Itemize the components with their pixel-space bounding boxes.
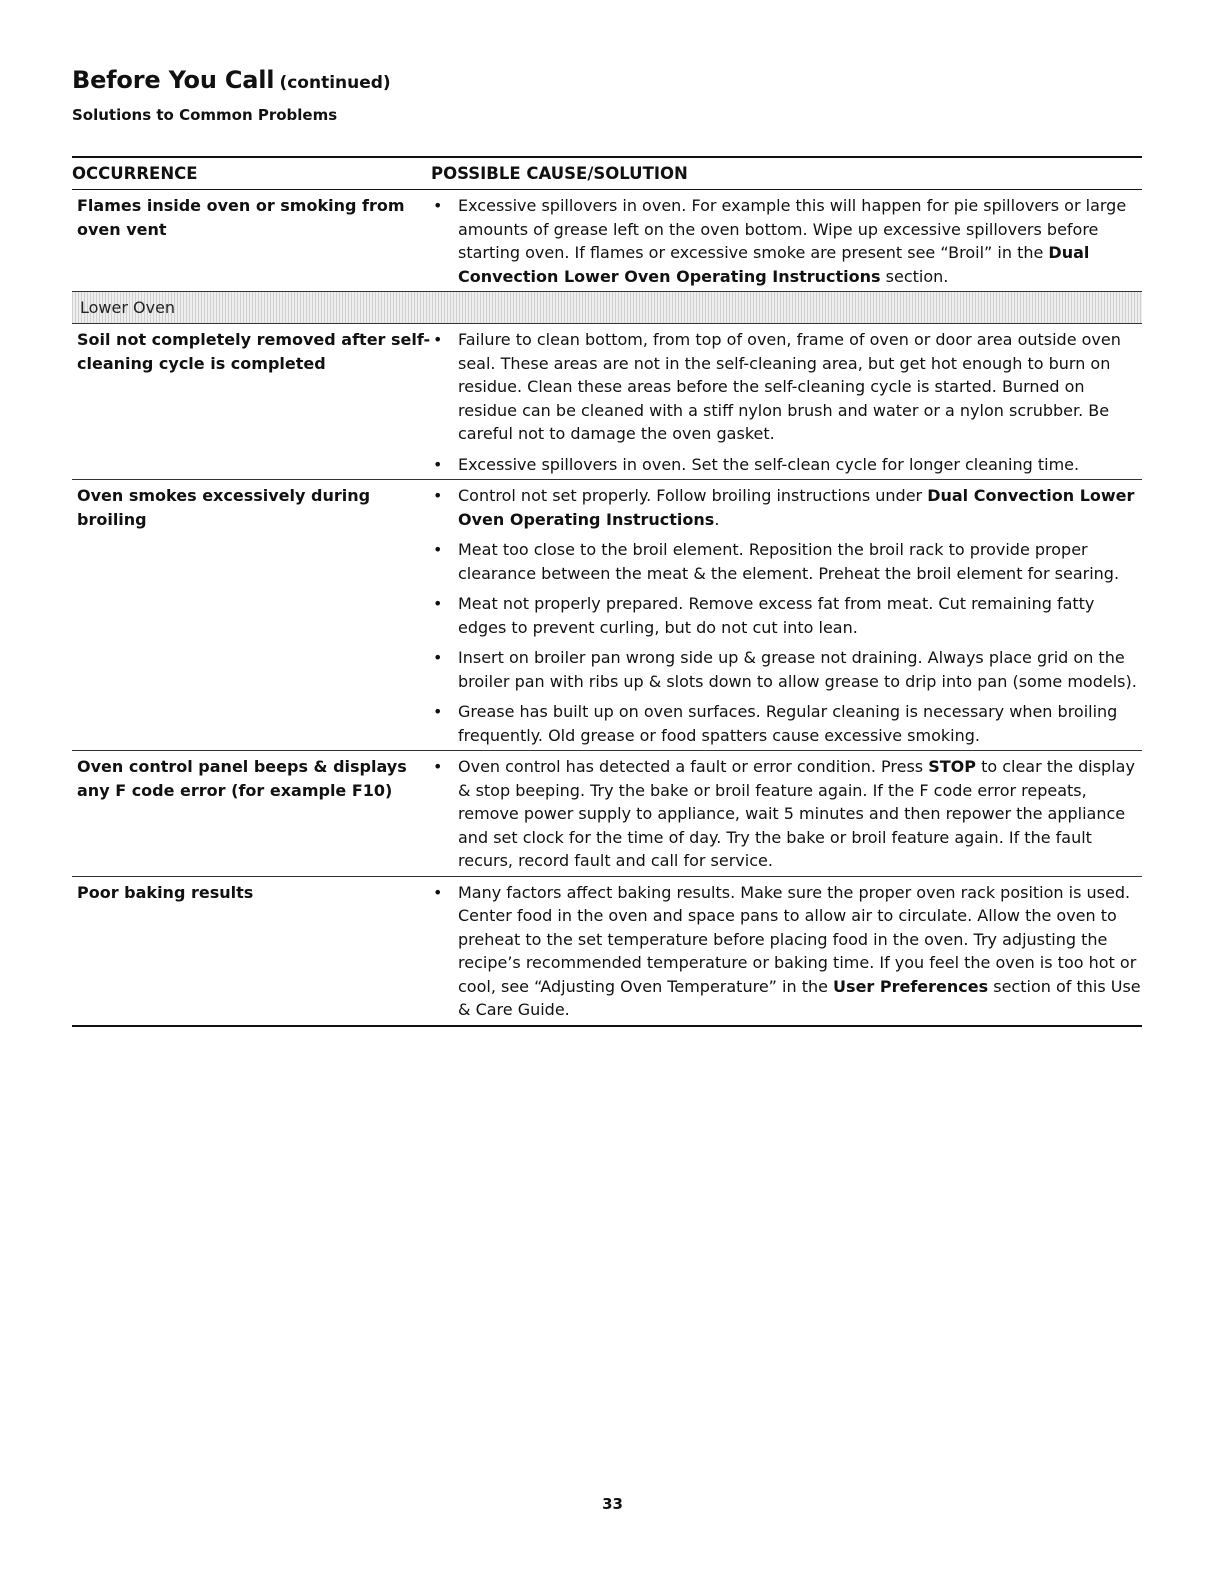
page-number: 33 — [602, 1495, 623, 1513]
solution-cell — [431, 190, 1142, 291]
bullet-icon: • — [433, 882, 443, 902]
section-label: Lower Oven — [80, 298, 176, 317]
section-header-lower-oven — [72, 292, 1142, 324]
solution-item: • Grease has built up on oven surfaces. Regular cleaning is necessary when broiling frequently. Old grease or food spatters cause excessive smoking. — [431, 700, 1142, 747]
solution-item: • Many factors affect baking results. Make sure the proper oven rack position is used. Center food in the oven and space pans to allow air to circulate. Allow the oven to preheat to the set temperature before placing food in the oven. Try adjusting the recipe’s recommended temperature or baking time. If you feel the oven is too hot or cool, see “Adjusting Oven Temperature” in the User Preferences section of this Use & Care Guide. — [431, 881, 1142, 1022]
bullet-icon: • — [433, 648, 443, 667]
table-row — [72, 751, 1142, 877]
solution-item: • Meat too close to the broil element. Reposition the broil rack to provide proper clearance between the meat & the element. Preheat the broil element for searing. — [431, 538, 1142, 585]
occurrence-cell: Poor baking results — [77, 882, 254, 902]
solution-cell — [431, 751, 1142, 876]
header-occurrence: OCCURRENCE — [72, 164, 198, 183]
solution-cell — [431, 324, 1142, 479]
bullet-icon: • — [433, 594, 443, 613]
bullet-icon: • — [433, 540, 443, 559]
occurrence-cell: Soil not completely removed after self-cleaning cycle is completed — [77, 330, 431, 373]
bullet-icon: • — [433, 702, 443, 721]
solution-item: • Oven control has detected a fault or error condition. Press STOP to clear the display & stop beeping. Try the bake or broil feature again. If the F code error repeats, remove power supply to appliance, wait 5 minutes and then repower the appliance and set clock for the time of day. Try the bake or broil feature again. If the fault recurs, record fault and call for service. — [431, 755, 1142, 873]
table-header — [72, 156, 1142, 190]
occurrence-cell: Oven control panel beeps & displays any F code error (for example F10) — [77, 757, 407, 800]
table-row — [72, 480, 1142, 751]
page-subtitle: Solutions to Common Problems — [72, 106, 338, 124]
table-row — [72, 324, 1142, 480]
title-suffix: (continued) — [279, 73, 391, 93]
page-title — [72, 66, 391, 94]
occurrence-cell: Oven smokes excessively during broiling — [77, 486, 371, 529]
bullet-icon: • — [433, 196, 443, 215]
solution-item: • Control not set properly. Follow broiling instructions under Dual Convection Lower Oven Operating Instructions. — [431, 484, 1142, 531]
occurrence-cell: Flames inside oven or smoking from oven vent — [77, 196, 405, 239]
bullet-icon: • — [433, 330, 443, 349]
header-solution: POSSIBLE CAUSE/SOLUTION — [431, 164, 688, 183]
solution-cell — [431, 480, 1142, 750]
solution-item: • Insert on broiler pan wrong side up & grease not draining. Always place grid on the broiler pan with ribs up & slots down to allow grease to drip into pan (some models). — [431, 646, 1142, 693]
bullet-icon: • — [433, 486, 443, 505]
table-row — [72, 877, 1142, 1027]
bullet-icon: • — [433, 454, 443, 474]
solution-item: • Meat not properly prepared. Remove excess fat from meat. Cut remaining fatty edges to prevent curling, but do not cut into lean. — [431, 592, 1142, 639]
solution-cell — [431, 877, 1142, 1025]
solution-item: • Excessive spillovers in oven. For example this will happen for pie spillovers or large amounts of grease left on the oven bottom. Wipe up excessive spillovers before starting oven. If flames or excessive smoke are present see “Broil” in the Dual Convection Lower Oven Operating Instructions section. — [431, 194, 1142, 288]
table-row — [72, 190, 1142, 292]
solution-item: • Excessive spillovers in oven. Set the self-clean cycle for longer cleaning time. — [431, 453, 1142, 477]
bullet-icon: • — [433, 757, 443, 776]
troubleshooting-table — [72, 156, 1142, 1027]
solution-item: • Failure to clean bottom, from top of oven, frame of oven or door area outside oven seal. These areas are not in the self-cleaning area, but get hot enough to burn on residue. Clean these areas before the self-cleaning cycle is started. Burned on residue can be cleaned with a stiff nylon brush and water or a nylon scrubber. Be careful not to damage the oven gasket. — [431, 328, 1142, 446]
title-text: Before You Call — [72, 66, 275, 94]
